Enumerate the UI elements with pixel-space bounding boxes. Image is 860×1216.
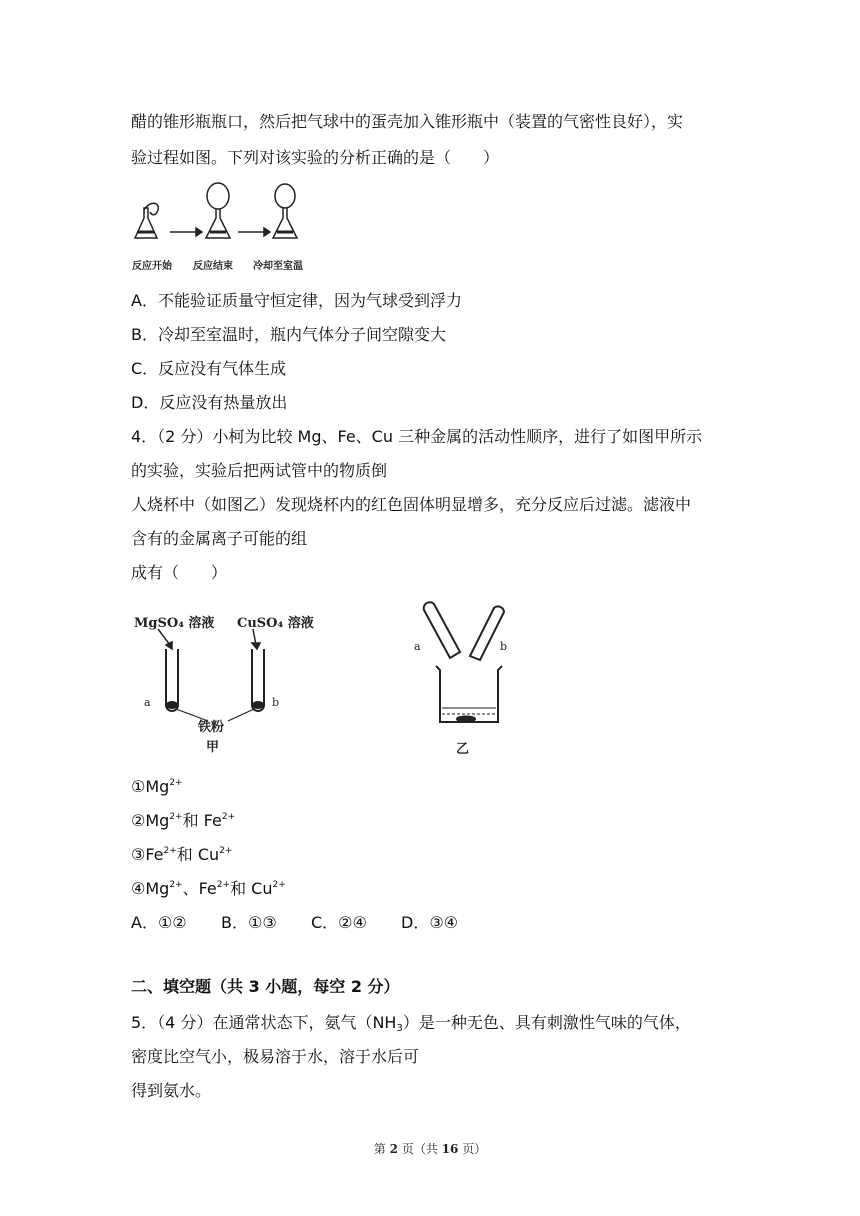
beaker-figure [410, 600, 520, 755]
q4-choice-a: A．①② [131, 913, 187, 932]
figure-yi-label: 乙 [456, 742, 470, 757]
beaker-tube-b-label: b [500, 640, 508, 653]
beaker-tube-a-label: a [414, 640, 421, 653]
question5-text-line3: 得到氨水。 [131, 1081, 212, 1100]
q4-choice-b: B．①③ [221, 913, 277, 932]
iron-powder-label: 铁粉 [198, 720, 225, 735]
question4-text-line2: 的实验，实验后把两试管中的物质倒 [131, 461, 388, 480]
question3-text-line1: 醋的锥形瓶瓶口，然后把气球中的蛋壳加入锥形瓶中（装置的气密性良好），实 [131, 112, 684, 131]
tube-a-label: a [144, 696, 151, 709]
arrow-1 [170, 228, 202, 236]
figure1-caption-end: 反应结束 [193, 261, 233, 272]
ion-option-2: $②Mg^{2+}$和 $Fe^{2+}$ [131, 811, 236, 830]
page-total: 16 [441, 1142, 459, 1156]
page-footer: 第 2 页（共 16 页） [373, 1142, 487, 1156]
page-number: 2 [389, 1142, 398, 1156]
q4-answer-choices [131, 913, 491, 933]
figure-jia-label: 甲 [206, 740, 220, 755]
question5-text-line2: 密度比空气小，极易溶于水，溶于水后可 [131, 1047, 420, 1066]
tilted-tube-a [424, 602, 460, 658]
q3-option-c: C．反应没有气体生成 [131, 359, 287, 378]
q4-choice-d: D．③④ [401, 913, 459, 932]
mgso4-label: MgSO₄ 溶液 [134, 616, 215, 631]
q3-option-d: D．反应没有热量放出 [131, 393, 288, 412]
question3-text-line2: 验过程如图。下列对该实验的分析正确的是（ ） [131, 148, 500, 167]
question4-text-line4: 含有的金属离子可能的组 [131, 529, 308, 548]
figure1-caption-start: 反应开始 [132, 261, 172, 272]
question5-text-line1: 5．（4 分）在通常状态下，氨气$(NH_3)$是一种无色、具有刺激性气味的气体， [131, 1013, 691, 1034]
flask-start [135, 203, 158, 238]
figure1-caption-cooled: 冷却至室温 [253, 261, 303, 272]
question4-text-line3: 人烧杯中（如图乙）发现烧杯内的红色固体明显增多，充分反应后过滤。滤液中 [131, 495, 692, 514]
section2-heading: 二、填空题（共 3 小题，每空 2 分） [131, 977, 400, 996]
ion-option-1: $①Mg^{2+}$ [131, 777, 183, 796]
beaker [436, 666, 502, 722]
question4-text-line5: 成有（ ） [131, 563, 228, 582]
arrow-2 [238, 228, 270, 236]
tube-b-label: b [272, 696, 280, 709]
ion-option-3: $③Fe^{2+}$和 $Cu^{2+}$ [131, 845, 233, 864]
test-tube-b [252, 649, 264, 711]
flask-cooled [273, 184, 297, 238]
test-tube-a [166, 649, 178, 711]
cuso4-label: CuSO₄ 溶液 [237, 616, 314, 631]
q4-choice-c: C．②④ [311, 913, 367, 932]
flask-end [206, 183, 230, 238]
tilted-tube-b [470, 606, 504, 660]
q3-option-b: B．冷却至室温时，瓶内气体分子间空隙变大 [131, 325, 446, 344]
question4-text-line1: 4．（2 分）小柯为比较 Mg、Fe、Cu 三种金属的活动性顺序，进行了如图甲所示 [131, 427, 703, 446]
ion-option-4: $④Mg^{2+}$、$Fe^{2+}$和 $Cu^{2+}$ [131, 879, 286, 898]
q3-option-a: A．不能验证质量守恒定律，因为气球受到浮力 [131, 291, 462, 310]
